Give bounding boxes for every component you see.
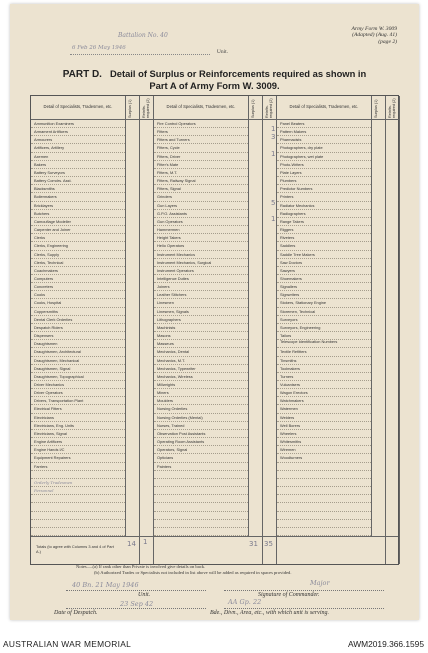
- narrow-column-header: [263, 96, 276, 120]
- table-row: Fire Control Operators: [154, 120, 248, 128]
- table-row: Operators, Signal: [154, 446, 248, 454]
- trade-list: [154, 120, 248, 536]
- bde-line: [224, 608, 384, 609]
- table-row: Blacksmiths: [31, 185, 125, 193]
- handwritten-unit: Battalion No. 40: [118, 32, 168, 39]
- table-row: [31, 528, 125, 536]
- footer-institution: AUSTRALIAN WAR MEMORIAL: [3, 639, 132, 649]
- page-title: [10, 68, 419, 91]
- table-row: Nursing Orderlies: [154, 405, 248, 413]
- table-row: Range Takers: [277, 218, 371, 226]
- table-row: Signwriters: [277, 291, 371, 299]
- table-row: [277, 528, 371, 536]
- table-row: Fitters, Signal: [154, 185, 248, 193]
- table-row: [277, 512, 371, 520]
- surplus-column: [372, 96, 386, 564]
- table-row: Textile Refitters: [277, 348, 371, 356]
- totals-label: Totals (to agree with Columns 3 and 4 of Part A.): [36, 544, 114, 554]
- table-row: [154, 520, 248, 528]
- trade-name-column-3: [277, 96, 372, 536]
- column-header: [31, 96, 125, 120]
- table-row: Linesmen: [154, 299, 248, 307]
- table-row: Grinders: [154, 193, 248, 201]
- table-row: Well Borers: [277, 422, 371, 430]
- table-row: Surveyors, Engineering: [277, 324, 371, 332]
- table-row: Saw Doctors: [277, 259, 371, 267]
- table-row: Instrument Operators: [154, 267, 248, 275]
- table-row: Clerks, Supply: [31, 251, 125, 259]
- table-row: Gun Layers: [154, 202, 248, 210]
- table-row: Axemen: [31, 153, 125, 161]
- table-row: Draughtsmen, Mechanical: [31, 357, 125, 365]
- table-row: Fitters: [154, 128, 248, 136]
- narrow-column-header: [126, 96, 139, 120]
- note-a: Notes.—(a) If rank other than Private is involved give details on back.: [76, 564, 206, 569]
- table-row: Hammermen: [154, 226, 248, 234]
- table-row: G.P.O. Assistants: [154, 210, 248, 218]
- table-row: Tailors: [277, 332, 371, 340]
- table-row: Pattern Makers: [277, 128, 371, 136]
- table-row: Masons: [154, 332, 248, 340]
- table-row: [277, 503, 371, 511]
- commander-label: Signature of Commander.: [258, 592, 320, 598]
- table-row: Butchers: [31, 210, 125, 218]
- table-row: Watermen: [277, 405, 371, 413]
- handwritten-date: 6 Feb 26 May 1946: [72, 45, 126, 51]
- table-row: Engine Hands I/C: [31, 446, 125, 454]
- table-row: Orderly Tradesmen: [31, 479, 125, 487]
- table-row: Mechanics, Dental: [154, 348, 248, 356]
- table-row: Bakers: [31, 161, 125, 169]
- bde-label: Bde., Divn., Area, etc., with which unit is serving.: [210, 610, 329, 616]
- table-row: [154, 503, 248, 511]
- form-page: (page 2): [378, 38, 397, 45]
- table-row: [154, 471, 248, 479]
- table-row: Miners: [154, 389, 248, 397]
- table-row: Photographers, dry plate: [277, 144, 371, 152]
- form-reference: [352, 26, 397, 45]
- table-row: Vulcanisers: [277, 381, 371, 389]
- handwritten-count: 1: [143, 538, 148, 546]
- table-row: Mechanics, Wireless: [154, 373, 248, 381]
- table-row: Clerks, Technical: [31, 259, 125, 267]
- table-row: Artificers, Artillery: [31, 144, 125, 152]
- table-row: Mechanics, M.T.: [154, 357, 248, 365]
- commander-signature-line: [224, 590, 384, 591]
- form-number: Army Form W. 3009: [351, 26, 397, 32]
- unit-signature-line: [66, 590, 206, 591]
- trade-name-column-2: [154, 96, 249, 536]
- table-row: Fitters, Cycle: [154, 144, 248, 152]
- narrow-column-label: Reinfts. required (2): [265, 98, 273, 118]
- table-row: Boilermakers: [31, 193, 125, 201]
- table-row: [277, 471, 371, 479]
- table-row: Whitesmiths: [277, 438, 371, 446]
- table-row: Signallers: [277, 283, 371, 291]
- table-row: Pharmacists: [277, 136, 371, 144]
- footer-accession: AWM2019.366.1595: [347, 639, 424, 649]
- table-row: [154, 495, 248, 503]
- table-row: Equipment Repairers: [31, 454, 125, 462]
- table-row: Driver Mechanics: [31, 381, 125, 389]
- table-row: Carpenter and Joiner: [31, 226, 125, 234]
- table-row: Draughtsmen, Topographical: [31, 373, 125, 381]
- table-row: Electrical Fitters: [31, 405, 125, 413]
- table-row: Drivers, Transportation Plant: [31, 397, 125, 405]
- table-row: Cooks, Hospital: [31, 299, 125, 307]
- despatch-label: Date of Despatch.: [54, 610, 98, 616]
- column-header: [277, 96, 371, 120]
- narrow-column-header: [372, 96, 385, 120]
- table-row: [31, 495, 125, 503]
- narrow-column-header: [249, 96, 262, 120]
- table-row: Draughtsmen: [31, 340, 125, 348]
- form-sheet: [10, 4, 419, 620]
- table-row: Joiners: [154, 283, 248, 291]
- table-row: Wagon Erectors: [277, 389, 371, 397]
- table-row: Intelligence Duties: [154, 275, 248, 283]
- table-row: Instrument Mechanics: [154, 251, 248, 259]
- reinforcements-column: [140, 96, 154, 564]
- handwritten-count: 1: [271, 149, 276, 158]
- table-row: Battery Comdrs. Asst.: [31, 177, 125, 185]
- totals-row: [31, 536, 398, 564]
- table-row: Instrument Mechanics, Surgical: [154, 259, 248, 267]
- table-row: Bricklayers: [31, 202, 125, 210]
- table-row: Photo-Writers: [277, 161, 371, 169]
- table-row: Lithographers: [154, 316, 248, 324]
- table-row: Camouflage Modeller: [31, 218, 125, 226]
- surplus-column: [249, 96, 263, 564]
- trades-table: [30, 95, 399, 565]
- table-row: Draughtsmen, Signal: [31, 365, 125, 373]
- table-row: [31, 503, 125, 511]
- trade-list: [31, 120, 125, 536]
- table-row: [154, 512, 248, 520]
- table-row: Toolmakers: [277, 365, 371, 373]
- table-row: Radiator Mechanics: [277, 202, 371, 210]
- table-row: Masseurs: [154, 340, 248, 348]
- table-row: Panel Beaters: [277, 120, 371, 128]
- table-row: Coppersmiths: [31, 308, 125, 316]
- table-row: Stokers, Stationary Engine: [277, 299, 371, 307]
- table-row: Machinists: [154, 324, 248, 332]
- table-row: Fitters, M.T.: [154, 169, 248, 177]
- surplus-column: [126, 96, 140, 564]
- part-label: PART D.: [62, 69, 102, 80]
- table-row: Shoemakers: [277, 275, 371, 283]
- table-row: Wiremen: [277, 446, 371, 454]
- handwritten-bde: AA Gp. 22: [228, 598, 262, 606]
- table-row: Battery Surveyors: [31, 169, 125, 177]
- narrow-column-header: [140, 96, 153, 120]
- column-header-label: Detail of Specialists, Tradesmen, etc.: [43, 104, 113, 109]
- table-row: Printers: [277, 193, 371, 201]
- table-row: [31, 520, 125, 528]
- table-row: Painters: [154, 463, 248, 471]
- archive-footer: [0, 623, 428, 653]
- table-row: Linesmen, Signals: [154, 308, 248, 316]
- table-row: Riveters: [277, 234, 371, 242]
- title-line-1: Detail of Surplus or Reinforcements required as shown in: [109, 68, 367, 79]
- table-row: Saddlers: [277, 242, 371, 250]
- table-row: Plate Layers: [277, 169, 371, 177]
- handwritten-count: 35: [264, 540, 273, 548]
- table-row: Nurses, Trained: [154, 422, 248, 430]
- table-row: Armourers: [31, 136, 125, 144]
- despatch-line: [66, 608, 206, 609]
- handwritten-despatch: 23 Sep 42: [120, 600, 154, 608]
- table-row: Ammunition Examiners: [31, 120, 125, 128]
- table-row: Plumbers: [277, 177, 371, 185]
- table-row: Mechanics, Typewriter: [154, 365, 248, 373]
- table-row: Farriers: [31, 463, 125, 471]
- table-row: Concreters: [31, 283, 125, 291]
- column-header-label: Detail of Specialists, Tradesmen, etc.: [289, 104, 359, 109]
- table-row: Driver Operators: [31, 389, 125, 397]
- narrow-column-label: Reinfts. required (2): [142, 98, 150, 118]
- table-row: Welders: [277, 414, 371, 422]
- table-row: Clerks, Engineering: [31, 242, 125, 250]
- title-line-2: Part A of Army Form W. 3009.: [149, 80, 280, 91]
- narrow-column-label: Surplus (1): [374, 99, 378, 118]
- note-b: (b) Authorized Trades or Specialists not included in list above will be added as required in spaces provided.: [94, 569, 292, 575]
- table-row: Electricians, Eng. Units: [31, 422, 125, 430]
- table-row: Nursing Orderlies (Mental): [154, 414, 248, 422]
- table-row: Storemen, Technical: [277, 308, 371, 316]
- column-header-label: Detail of Specialists, Tradesmen, etc.: [166, 104, 236, 109]
- table-row: Fitters, Driver: [154, 153, 248, 161]
- handwritten-count: 1: [271, 125, 276, 134]
- table-row: [31, 512, 125, 520]
- handwritten-unit-sign: 40 Bn. 21 May 1946: [72, 581, 139, 589]
- unit-label-bottom: Unit.: [138, 592, 151, 598]
- table-row: [31, 471, 125, 479]
- table-row: Engine Artificers: [31, 438, 125, 446]
- handwritten-count: 1: [271, 214, 276, 223]
- narrow-column-label: Surplus (1): [128, 99, 132, 118]
- table-row: Fitters and Turners: [154, 136, 248, 144]
- table-row: Wheelers: [277, 430, 371, 438]
- table-row: Dental Clerk Orderlies: [31, 316, 125, 324]
- table-row: Armament Artificers: [31, 128, 125, 136]
- table-row: Leather Stitchers: [154, 291, 248, 299]
- table-row: Helio Operators: [154, 242, 248, 250]
- unit-label: Unit.: [216, 49, 228, 55]
- table-row: Electricians: [31, 414, 125, 422]
- trade-list: [277, 120, 371, 536]
- table-row: [277, 463, 371, 471]
- form-adapted: (Adapted) (Aug. 41): [352, 32, 397, 39]
- unit-line: [70, 48, 228, 55]
- table-row: Cooks: [31, 291, 125, 299]
- table-row: [277, 487, 371, 495]
- table-row: Clerks: [31, 234, 125, 242]
- table-row: Tinsmiths: [277, 357, 371, 365]
- table-row: Millwrights: [154, 381, 248, 389]
- handwritten-count: 3: [271, 133, 276, 142]
- trade-name-column-1: [31, 96, 126, 536]
- table-row: [154, 487, 248, 495]
- handwritten-count: 31: [249, 540, 258, 548]
- table-row: Personnel: [31, 487, 125, 495]
- table-row: Fitters, Railway Signal: [154, 177, 248, 185]
- table-row: Operating Room Assistants: [154, 438, 248, 446]
- table-row: Turners: [277, 373, 371, 381]
- table-row: [277, 495, 371, 503]
- handwritten-count: 14: [127, 540, 136, 548]
- table-row: Observation Post Assistants: [154, 430, 248, 438]
- narrow-column-label: Surplus (1): [251, 99, 255, 118]
- column-header: [154, 96, 248, 120]
- table-row: Predictor Numbers: [277, 185, 371, 193]
- table-row: Woodturners: [277, 454, 371, 462]
- table-row: [277, 520, 371, 528]
- reinforcements-column: [386, 96, 400, 564]
- table-row: Telescope Identification Numbers: [277, 340, 371, 348]
- table-row: Despatch Riders: [31, 324, 125, 332]
- table-row: Surveyors: [277, 316, 371, 324]
- table-row: Moulders: [154, 397, 248, 405]
- table-row: Riggers: [277, 226, 371, 234]
- table-row: Radiographers: [277, 210, 371, 218]
- table-row: Height Takers: [154, 234, 248, 242]
- table-row: Gun Operators: [154, 218, 248, 226]
- table-row: Computers: [31, 275, 125, 283]
- table-row: Photographers, wet plate: [277, 153, 371, 161]
- table-row: Fitter's Mate: [154, 161, 248, 169]
- table-row: Saddle Tree Makers: [277, 251, 371, 259]
- table-row: [277, 479, 371, 487]
- table-row: Opticians: [154, 454, 248, 462]
- table-row: Draughtsmen, Architectural: [31, 348, 125, 356]
- table-row: [154, 528, 248, 536]
- table-row: Sawyers: [277, 267, 371, 275]
- table-row: [154, 479, 248, 487]
- table-row: Coachmakers: [31, 267, 125, 275]
- narrow-column-label: Reinfts. required (2): [388, 98, 396, 118]
- reinforcements-column: [263, 96, 277, 564]
- notes: [76, 564, 292, 575]
- handwritten-count: 5: [271, 198, 276, 207]
- narrow-column-header: [386, 96, 399, 120]
- handwritten-commander: Major: [310, 579, 330, 587]
- table-row: Watchmakers: [277, 397, 371, 405]
- table-row: Electricians, Signal: [31, 430, 125, 438]
- table-row: Dispensers: [31, 332, 125, 340]
